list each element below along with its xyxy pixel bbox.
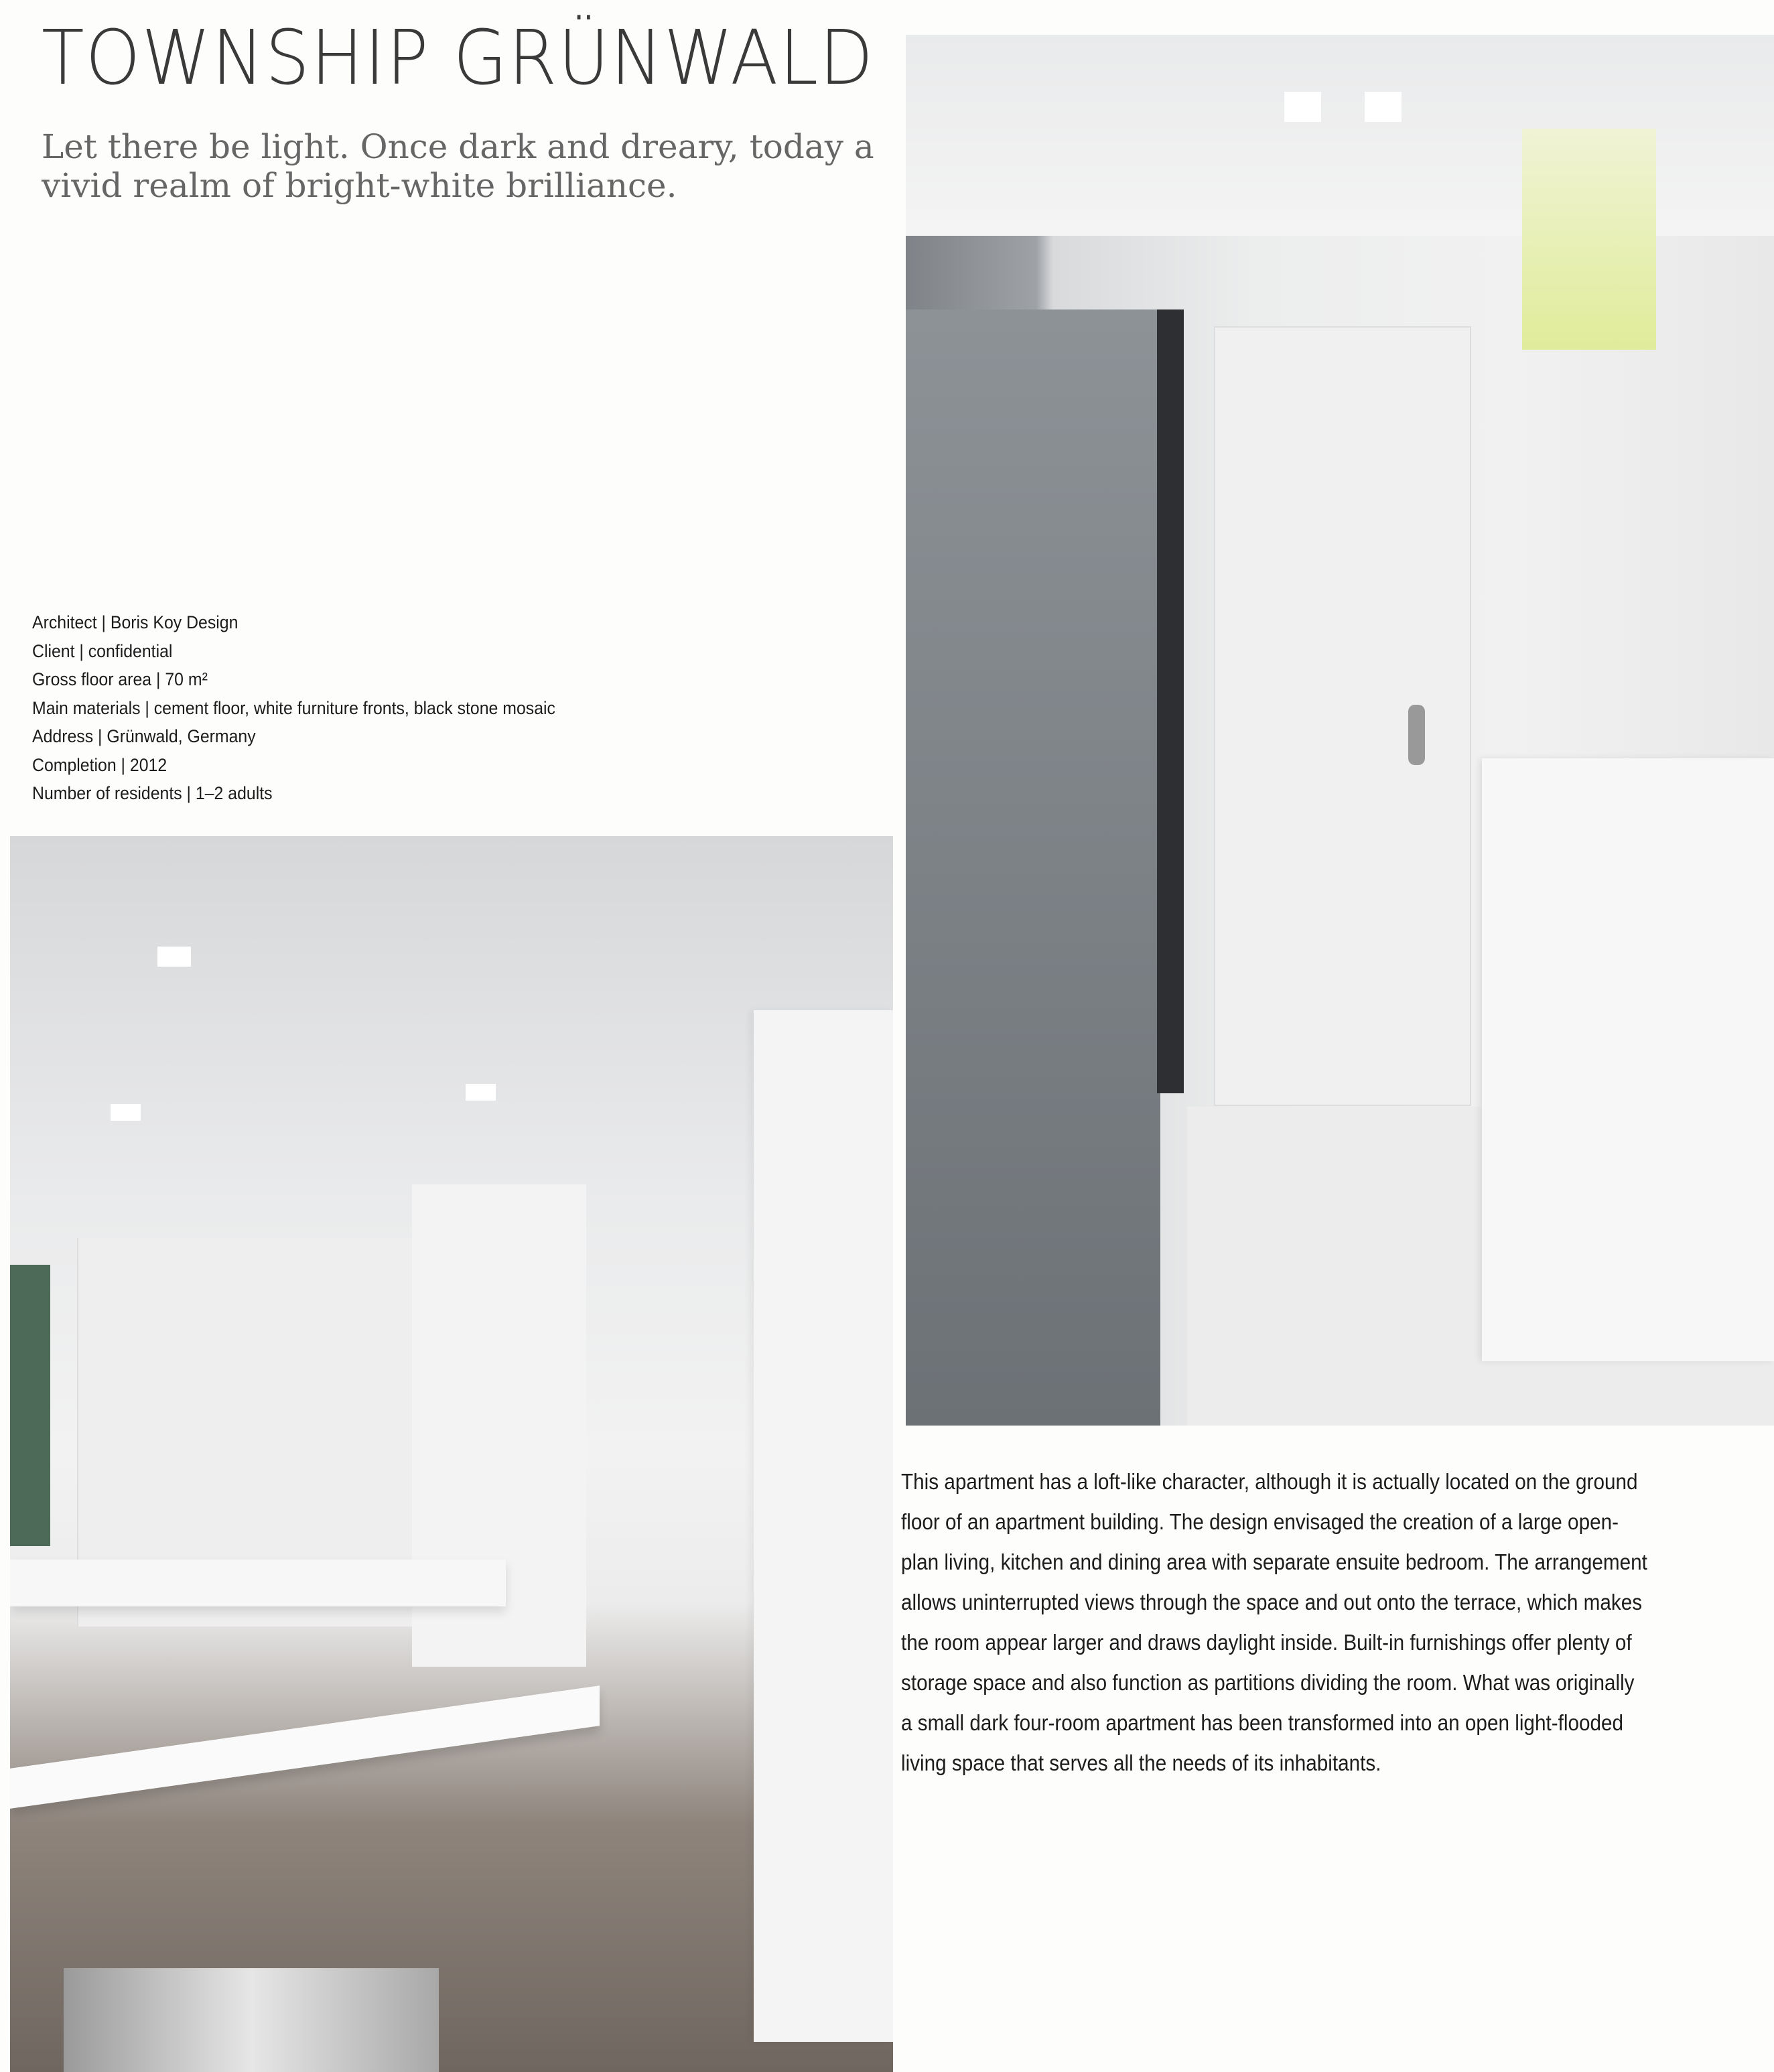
light-cove [1522,129,1656,350]
body-line: a small dark four-room apartment has been transformed into an open light-flooded [901,1710,1624,1735]
vanity-unit [1482,758,1774,1361]
spec-floor-area: Gross floor area | 70 m² [32,669,208,689]
ceiling-light [111,1104,141,1121]
page-title: TOWNSHIP GRÜNWALD [42,15,875,102]
spec-residents: Number of residents | 1–2 adults [32,783,273,803]
ceiling-light [1365,92,1402,122]
ceiling-light [1284,92,1321,122]
bathroom-photo [906,35,1774,1426]
subtitle-line: vivid realm of bright-white brilliance. [42,166,677,205]
body-line: plan living, kitchen and dining area with separate ensuite bedroom. The arrangement [901,1549,1647,1574]
body-line: the room appear larger and draws daylight inside. Built-in furnishings offer plenty of [901,1630,1632,1655]
body-line: This apartment has a loft-like character, although it is actually located on the ground [901,1469,1638,1494]
ceiling-light [157,947,191,967]
body-line: floor of an apartment building. The design envisaged the creation of a large open- [901,1509,1619,1534]
wall [754,1010,893,2042]
project-specs [32,608,601,808]
bench [10,1685,600,1809]
window [10,1265,50,1546]
spec-client: Client | confidential [32,640,173,661]
steel-counter [64,1968,439,2072]
spec-materials: Main materials | cement floor, white furniture fronts, black stone mosaic [32,697,555,718]
mosaic-strip [1157,309,1184,1093]
subtitle [42,127,874,205]
spec-address: Address | Grünwald, Germany [32,726,256,746]
spec-architect: Architect | Boris Koy Design [32,612,238,632]
shower-wall [906,309,1160,1426]
spec-completion: Completion | 2012 [32,754,167,775]
ceiling-light [466,1084,496,1101]
living-dining-photo [10,836,893,2072]
body-line: allows uninterrupted views through the space and out onto the terrace, which makes [901,1590,1643,1614]
body-line: living space that serves all the needs of its inhabitants. [901,1750,1381,1775]
body-text [901,1462,1762,1783]
subtitle-line: Let there be light. Once dark and dreary, today a [42,127,874,166]
body-line: storage space and also function as partitions dividing the room. What was originally [901,1670,1635,1695]
door [1214,326,1471,1106]
dining-table [10,1560,506,1606]
door-handle [1408,705,1425,765]
